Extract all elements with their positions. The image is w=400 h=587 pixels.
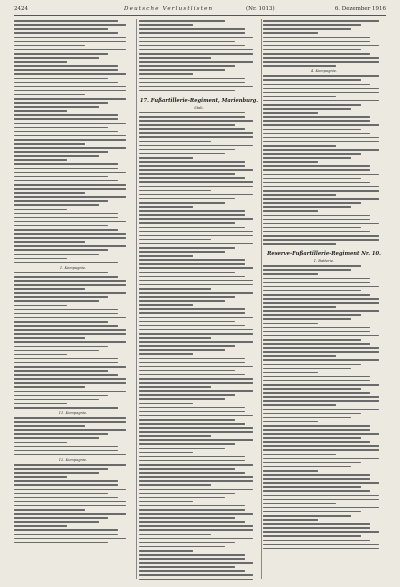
subsection-heading: 12. Kompagnie. [58, 457, 88, 462]
subsection-heading: 1. Kompagnie. [59, 265, 87, 270]
section-heading: 17. Fußartillerie-Regiment, Marienburg. [139, 97, 259, 104]
column-divider [261, 19, 262, 579]
subsection-heading: 11. Kompagnie. [58, 410, 88, 415]
casualty-entry-line [263, 542, 385, 546]
casualty-entry-line [14, 211, 132, 215]
subsection-heading: 1. Batterie. [313, 259, 335, 264]
casualty-entry-line [263, 39, 385, 43]
casualty-entry-line [139, 143, 259, 147]
casualty-entry-line [139, 360, 259, 364]
text-column-right [263, 19, 385, 581]
section-heading: Reserve-Fußartillerie-Regiment Nr. 10. [267, 251, 381, 258]
header-rule [14, 15, 386, 16]
casualty-entry-line [139, 80, 259, 84]
casualty-entry-line [14, 536, 132, 540]
issue-number: (Nr. 1013) [246, 6, 275, 12]
casualty-entry-line [139, 365, 259, 369]
casualty-entry-line [263, 547, 385, 551]
casualty-entry-line [14, 85, 132, 89]
newspaper-title: Deutsche Verlustlisten [124, 6, 214, 12]
text-column-left [14, 19, 132, 581]
page-number: 2424 [14, 6, 28, 12]
casualty-entry-line [14, 496, 132, 500]
casualty-entry-line [139, 229, 259, 233]
casualty-entry-line [139, 234, 259, 238]
casualty-entry-line [14, 80, 132, 84]
casualty-entry-line [263, 325, 385, 329]
casualty-entry-line [139, 405, 259, 409]
column-divider [136, 19, 137, 579]
text-column-middle [139, 19, 259, 581]
casualty-entry-line [263, 497, 385, 501]
casualty-entry-line [14, 170, 132, 174]
casualty-entry-line [263, 456, 385, 460]
casualty-entry-line [139, 577, 259, 581]
subsection-heading: 4. Kompagnie. [310, 69, 338, 74]
casualty-entry-line [139, 274, 259, 278]
casualty-entry-line [263, 86, 385, 90]
subsection-heading: Stab. [194, 105, 204, 110]
casualty-entry-line [263, 217, 385, 221]
casualty-entry-line [139, 85, 259, 89]
casualty-entry-line [139, 536, 259, 540]
casualty-entry-line [14, 39, 132, 43]
casualty-entry-line [263, 280, 385, 284]
casualty-entry-line [14, 216, 132, 220]
casualty-entry-line [263, 131, 385, 135]
issue-date: 6. Dezember 1916 [334, 6, 386, 12]
page-header [14, 4, 386, 14]
casualty-entry-line [263, 91, 385, 95]
casualty-entry-line [14, 307, 132, 311]
casualty-entry-line [14, 444, 132, 448]
casualty-entry-line [14, 541, 132, 545]
casualty-entry-line [263, 222, 385, 226]
